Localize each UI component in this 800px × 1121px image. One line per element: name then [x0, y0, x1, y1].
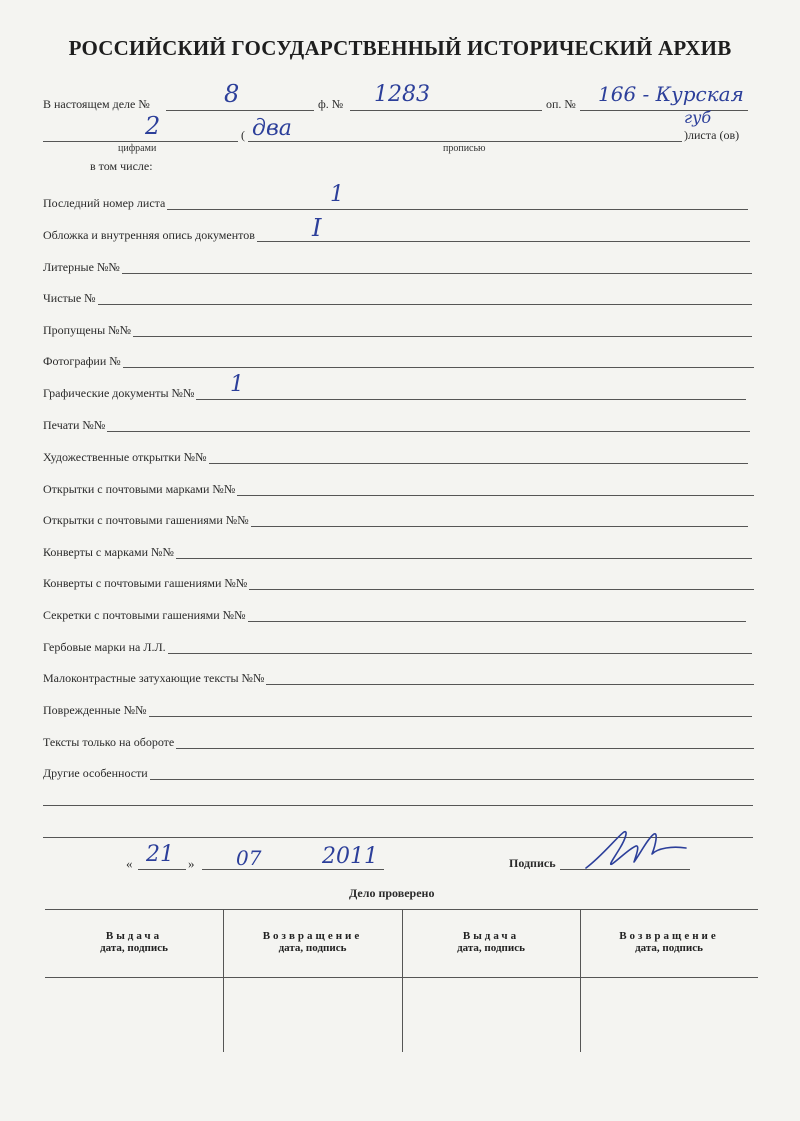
fond-label: ф. №	[318, 97, 344, 111]
field-line	[149, 716, 752, 717]
field-label: Конверты с марками №№	[43, 545, 174, 559]
sheets-words-value[interactable]: два	[252, 116, 292, 141]
field-line	[133, 336, 752, 337]
including-label: в том числе:	[90, 159, 153, 173]
field-line	[167, 209, 748, 210]
field-line	[237, 495, 754, 496]
date-open-quote: «	[126, 856, 133, 871]
date-close-quote: »	[188, 856, 195, 871]
field-line	[257, 241, 750, 242]
table-col-4-header	[580, 930, 758, 954]
table-col-1-header	[45, 930, 223, 954]
field-line	[248, 621, 746, 622]
digits-caption: цифрами	[118, 143, 157, 154]
field-label: Секретки с почтовыми гашениями №№	[43, 608, 246, 622]
field-label: Графические документы №№	[43, 386, 195, 400]
case-number-label: В настоящем деле №	[43, 97, 150, 111]
case-number-line	[166, 110, 314, 111]
field-label: Конверты с почтовыми гашениями №№	[43, 576, 248, 590]
table-col-1-title: Выдача	[105, 930, 163, 942]
table-col-2-title: Возвращение	[262, 930, 363, 942]
table-col-2-subtitle: дата, подпись	[278, 942, 347, 954]
verified-label: Дело проверено	[349, 886, 435, 900]
signature-mark	[582, 826, 690, 872]
field-line	[176, 748, 754, 749]
field-line	[249, 589, 754, 590]
field-line	[209, 463, 748, 464]
field-line	[123, 367, 754, 368]
field-line	[266, 684, 754, 685]
field-label: Печати №№	[43, 418, 106, 432]
table-col-2-header	[223, 930, 402, 954]
field-line	[196, 399, 746, 400]
sheets-digits-line	[43, 141, 238, 142]
field-label: Последний номер листа	[43, 196, 166, 210]
sheets-label: )листа (ов)	[684, 128, 740, 142]
field-label: Фотографии №	[43, 354, 121, 368]
date-day-line	[138, 869, 186, 870]
field-value[interactable]: I	[312, 214, 322, 242]
date-day-value[interactable]: 21	[146, 842, 174, 867]
open-paren: (	[241, 128, 245, 142]
fond-value[interactable]: 1283	[374, 82, 430, 107]
field-value[interactable]: 1	[230, 372, 244, 397]
opis-value-line1[interactable]: 166 - Курская	[598, 82, 744, 106]
table-col-4-subtitle: дата, подпись	[635, 942, 703, 954]
extra-line-1	[43, 805, 753, 806]
words-caption: прописью	[443, 143, 486, 154]
field-label: Другие особенности	[43, 766, 148, 780]
field-label: Обложка и внутренняя опись документов	[43, 228, 255, 242]
signature-label: Подпись	[509, 856, 556, 870]
date-year-value[interactable]: 2011	[322, 844, 378, 869]
field-label: Гербовые марки на Л.Л.	[43, 640, 166, 654]
fond-line	[350, 110, 542, 111]
opis-line	[580, 110, 748, 111]
field-line	[150, 779, 754, 780]
sheets-words-line	[248, 141, 682, 142]
field-label: Тексты только на обороте	[43, 735, 175, 749]
field-label: Малоконтрастные затухающие тексты №№	[43, 671, 265, 685]
field-label: Пропущены №№	[43, 323, 132, 337]
field-label: Художественные открытки №№	[43, 450, 207, 464]
field-line	[251, 526, 748, 527]
opis-value-line2[interactable]: губ	[684, 108, 712, 127]
field-label: Литерные №№	[43, 260, 120, 274]
table-col-3-header	[402, 930, 580, 954]
field-line	[107, 431, 750, 432]
case-number-value[interactable]: 8	[224, 80, 240, 108]
table-col-1-subtitle: дата, подпись	[100, 942, 168, 954]
field-line	[176, 558, 752, 559]
field-line	[122, 273, 752, 274]
date-month-value[interactable]: 07	[236, 846, 262, 870]
field-label: Открытки с почтовыми гашениями №№	[43, 513, 249, 527]
sheets-digits-value[interactable]: 2	[145, 112, 161, 140]
field-label: Чистые №	[43, 291, 96, 305]
opis-label: оп. №	[546, 97, 576, 111]
page-title: РОССИЙСКИЙ ГОСУДАРСТВЕННЫЙ ИСТОРИЧЕСКИЙ АРХИВ	[68, 36, 732, 60]
field-label: Поврежденные №№	[43, 703, 147, 717]
table-col-3-subtitle: дата, подпись	[457, 942, 525, 954]
field-value[interactable]: 1	[330, 182, 344, 207]
date-month-year-line	[202, 869, 384, 870]
field-label: Открытки с почтовыми марками №№	[43, 482, 236, 496]
table-col-3-title: Выдача	[462, 930, 520, 942]
field-line	[168, 653, 752, 654]
table-col-4-title: Возвращение	[619, 930, 719, 942]
field-line	[98, 304, 752, 305]
